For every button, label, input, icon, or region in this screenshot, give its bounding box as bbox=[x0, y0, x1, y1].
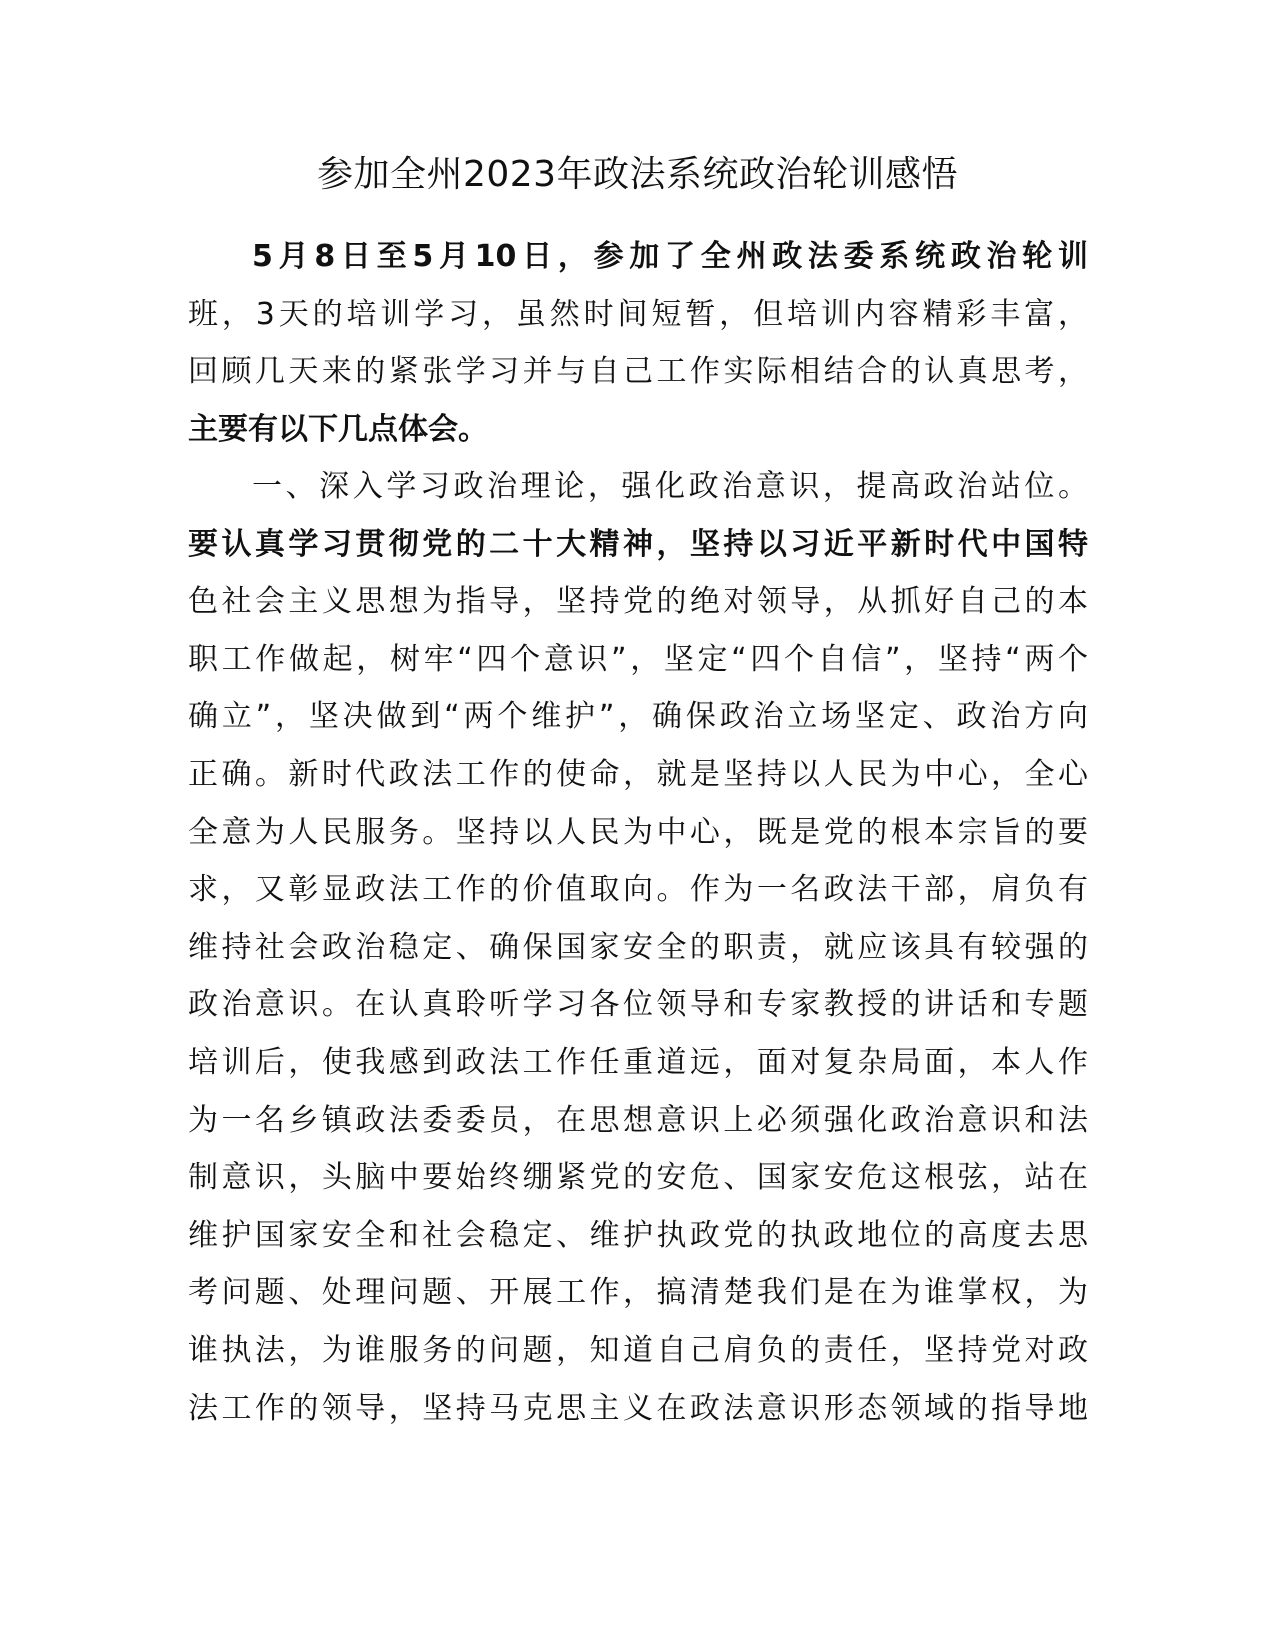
paragraph-line: 班，3天的培训学习，虽然时间短暂，但培训内容精彩丰富， bbox=[188, 296, 1088, 332]
paragraph-line: 谁执法，为谁服务的问题，知道自己肩负的责任，坚持党对政 bbox=[188, 1332, 1088, 1368]
paragraph-line: 主要有以下几点体会。 bbox=[188, 411, 488, 447]
paragraph-line: 确立”，坚决做到“两个维护”，确保政治立场坚定、政治方向 bbox=[188, 699, 1088, 735]
paragraph-line: 要认真学习贯彻党的二十大精神，坚持以习近平新时代中国特 bbox=[188, 526, 1088, 562]
paragraph-intro bbox=[188, 228, 1088, 458]
paragraph-section-one bbox=[188, 458, 1088, 1437]
document-title: 参加全州2023年政法系统政治轮训感悟 bbox=[316, 154, 959, 195]
paragraph-line: 制意识，头脑中要始终绷紧党的安危、国家安危这根弦，站在 bbox=[188, 1160, 1088, 1196]
paragraph-line: 正确。新时代政法工作的使命，就是坚持以人民为中心，全心 bbox=[188, 756, 1088, 792]
paragraph-line: 回顾几天来的紧张学习并与自己工作实际相结合的认真思考， bbox=[188, 354, 1088, 390]
paragraph-line: 色社会主义思想为指导，坚持党的绝对领导，从抓好自己的本 bbox=[188, 584, 1088, 620]
paragraph-line: 全意为人民服务。坚持以人民为中心，既是党的根本宗旨的要 bbox=[188, 814, 1088, 850]
paragraph-line: 政治意识。在认真聆听学习各位领导和专家教授的讲话和专题 bbox=[188, 987, 1088, 1023]
paragraph-line: 职工作做起，树牢“四个意识”，坚定“四个自信”，坚持“两个 bbox=[188, 641, 1088, 677]
paragraph-line: 求，又彰显政法工作的价值取向。作为一名政法干部，肩负有 bbox=[188, 872, 1088, 908]
paragraph-line: 培训后，使我感到政法工作任重道远，面对复杂局面，本人作 bbox=[188, 1044, 1088, 1080]
paragraph-line: 维持社会政治稳定、确保国家安全的职责，就应该具有较强的 bbox=[188, 929, 1088, 965]
paragraph-line: 考问题、处理问题、开展工作，搞清楚我们是在为谁掌权，为 bbox=[188, 1275, 1088, 1311]
paragraph-line: 5月8日至5月10日，参加了全州政法委系统政治轮训 bbox=[252, 239, 1088, 274]
paragraph-line: 为一名乡镇政法委委员，在思想意识上必须强化政治意识和法 bbox=[188, 1102, 1088, 1138]
paragraph-line: 一、深入学习政治理论，强化政治意识，提高政治站位。 bbox=[252, 469, 1088, 504]
paragraph-line: 维护国家安全和社会稳定、维护执政党的执政地位的高度去思 bbox=[188, 1217, 1088, 1253]
paragraph-line: 法工作的领导，坚持马克思主义在政法意识形态领域的指导地 bbox=[188, 1390, 1088, 1426]
